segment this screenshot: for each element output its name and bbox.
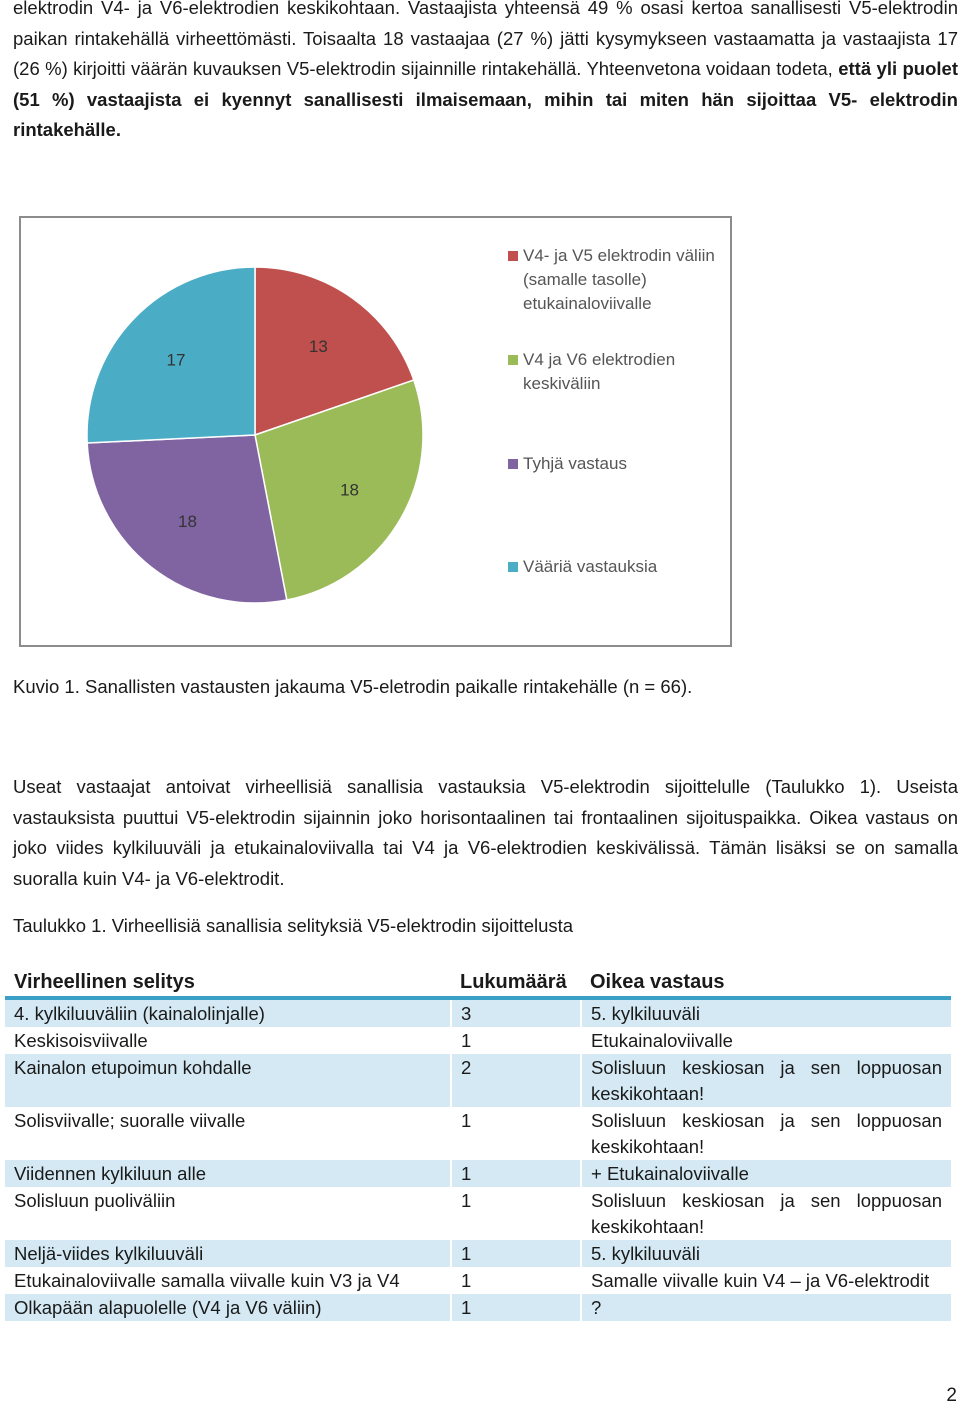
legend-label: V4- ja V5 elektrodin väliin (samalle tasolle) etukainaloviivalle xyxy=(523,246,715,313)
legend-label: V4 ja V6 elektrodien keskiväliin xyxy=(523,350,676,393)
intro-text: elektrodin V4- ja V6-elektrodien keskikohtaan. Vastaajista yhteensä 49 % osasi kertoa sanallisesti V5-elektrodin paikan rintakehällä virheettömästi. Toisaalta 18 vastaajaa (27 %) jätti kysymykseen vastaamatta ja vastaajista 17 (26 %) kirjoitti väärän kuvauksen V5-elektrodin sijainnille rintakehällä. Yhteenvetona voidaan todeta, xyxy=(13,0,958,79)
cell-explanation: Etukainaloviivalle samalla viivalle kuin V3 ja V4 xyxy=(14,1270,400,1291)
cell-correct: ? xyxy=(581,1294,951,1321)
cell-count: 1 xyxy=(451,1294,581,1321)
table-row xyxy=(5,1187,951,1240)
cell-correct: Solisluun keskiosan ja sen loppuosan keskikohtaan! xyxy=(581,1054,951,1107)
pie-value-label: 17 xyxy=(166,350,186,370)
legend-item xyxy=(508,555,738,579)
cell-count: 1 xyxy=(451,1027,581,1054)
legend-swatch xyxy=(508,562,518,572)
legend-swatch xyxy=(508,251,518,261)
cell-correct: + Etukainaloviivalle xyxy=(581,1160,951,1187)
pie-value-label: 18 xyxy=(340,480,360,500)
cell-explanation: 4. kylkiluuväliin (kainalolinjalle) xyxy=(5,998,451,1027)
legend-swatch xyxy=(508,459,518,469)
header-lukumaara: Lukumäärä xyxy=(451,966,581,998)
body-paragraph: Useat vastaajat antoivat virheellisiä sanallisia vastauksia V5-elektrodin sijoittelulle (Taulukko 1). Useista vastauksista puuttui V5-elektrodin sijainnin joko horisontaalinen tai frontaalinen sijoituspaikka. Oikea vastaus on joko viides kylkiluuväli ja etukainaloviivalla tai V4 ja V6-elektrodien keskivälissä. Tämän lisäksi se on samalla suoralla kuin V4- ja V6-elektrodit. xyxy=(13,776,958,889)
legend-item xyxy=(508,452,738,476)
figure-caption: Kuvio 1. Sanallisten vastausten jakauma V5-eletrodin paikalle rintakehälle (n = 66). xyxy=(13,676,693,697)
table-row xyxy=(5,1267,951,1294)
cell-explanation: Solisviivalle; suoralle viivalle xyxy=(14,1110,246,1131)
page-number: 2 xyxy=(946,1385,957,1406)
table-caption: Taulukko 1. Virheellisiä sanallisia selityksiä V5-elektrodin sijoittelusta xyxy=(13,915,574,936)
table-row xyxy=(5,1107,951,1160)
cell-count: 1 xyxy=(451,1187,581,1240)
pie-chart xyxy=(19,216,732,647)
table-row xyxy=(5,1027,951,1054)
pie-value-label: 18 xyxy=(178,511,197,531)
table-row xyxy=(5,1160,951,1187)
cell-explanation: Kainalon etupoimun kohdalle xyxy=(5,1054,451,1107)
cell-correct: Solisluun keskiosan ja sen loppuosan keskikohtaan! xyxy=(581,1107,951,1160)
error-explanations-table xyxy=(5,966,951,1321)
legend-item xyxy=(508,244,738,316)
header-virheellinen-selitys: Virheellinen selitys xyxy=(5,966,451,998)
cell-explanation: Viidennen kylkiluun alle xyxy=(5,1160,451,1187)
table-row xyxy=(5,1294,951,1321)
cell-count: 3 xyxy=(451,998,581,1027)
cell-explanation: Neljä-viides kylkiluuväli xyxy=(5,1240,451,1267)
cell-correct: Samalle viivalle kuin V4 – ja V6-elektrodit xyxy=(581,1267,951,1294)
header-oikea-vastaus: Oikea vastaus xyxy=(581,966,951,998)
cell-count: 1 xyxy=(451,1107,581,1160)
cell-explanation: Keskisoisviivalle xyxy=(14,1030,148,1051)
cell-correct: 5. kylkiluuväli xyxy=(581,998,951,1027)
cell-explanation: Olkapään alapuolelle (V4 ja V6 väliin) xyxy=(5,1294,451,1321)
intro-paragraph xyxy=(13,0,958,146)
legend-label: Vääriä vastauksia xyxy=(523,557,658,576)
cell-count: 2 xyxy=(451,1054,581,1107)
cell-count: 1 xyxy=(451,1240,581,1267)
cell-correct: Solisluun keskiosan ja sen loppuosan keskikohtaan! xyxy=(581,1187,951,1240)
legend-swatch xyxy=(508,355,518,365)
table-row xyxy=(5,998,951,1027)
table-row xyxy=(5,1240,951,1267)
pie-value-label: 13 xyxy=(308,337,328,357)
intro-bold-conclusion: että yli puolet (51 %) vastaajista ei kyennyt sanallisesti ilmaisemaan, mihin tai miten hän sijoittaa V5- elektrodin rintakehälle. xyxy=(13,58,958,140)
legend-label: Tyhjä vastaus xyxy=(523,454,627,473)
cell-correct: 5. kylkiluuväli xyxy=(581,1240,951,1267)
table-header-row xyxy=(5,966,951,998)
cell-count: 1 xyxy=(451,1267,581,1294)
legend-item xyxy=(508,348,738,396)
cell-correct: Etukainaloviivalle xyxy=(581,1027,951,1054)
table-row xyxy=(5,1054,951,1107)
cell-explanation: Solisluun puoliväliin xyxy=(14,1190,176,1211)
cell-count: 1 xyxy=(451,1160,581,1187)
